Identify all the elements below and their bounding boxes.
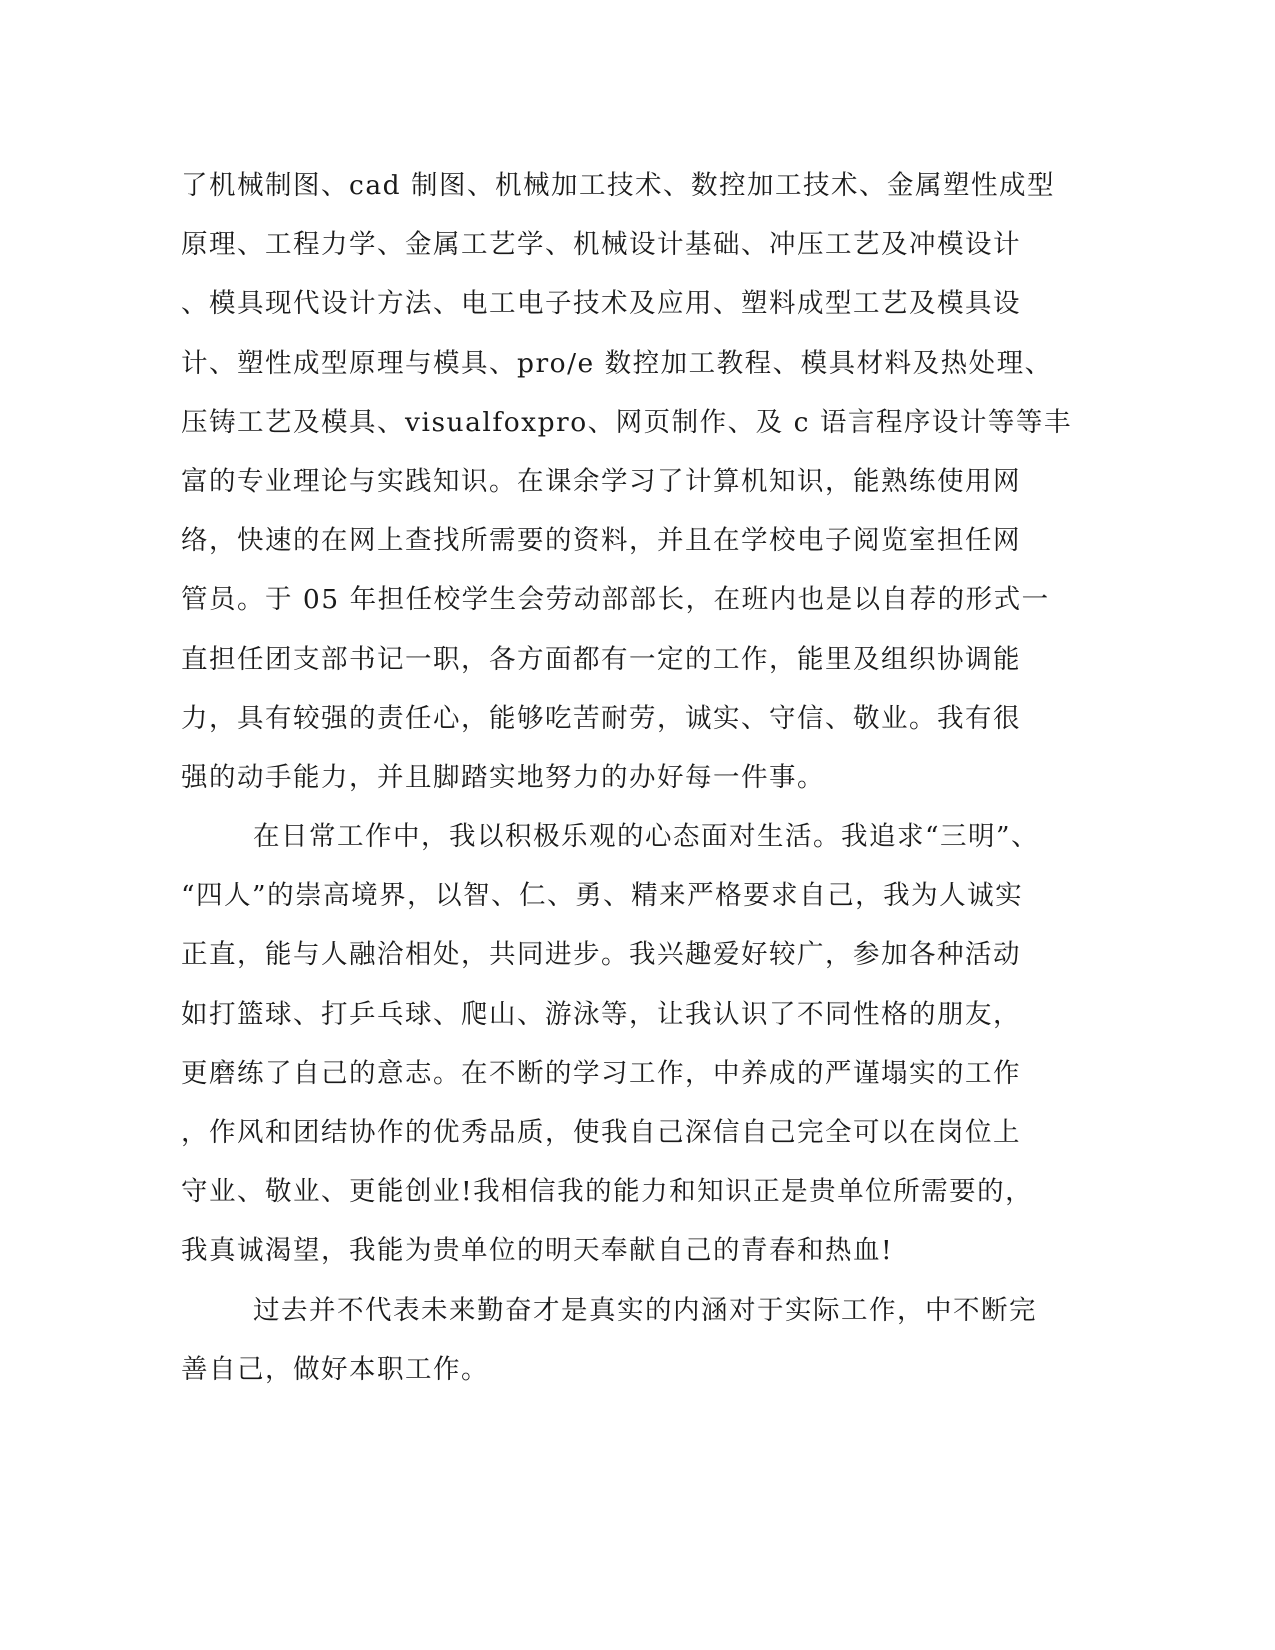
text-line: 强的动手能力，并且脚踏实地努力的办好每一件事。 (181, 761, 825, 793)
paragraph-2 (181, 807, 1061, 1281)
paragraph-3 (181, 1281, 1061, 1399)
text-line: 了机械制图、cad 制图、机械加工技术、数控加工技术、金属塑性成型 (181, 170, 1056, 201)
text-line: 善自己，做好本职工作。 (181, 1353, 489, 1385)
text-line: 守业、敬业、更能创业!我相信我的能力和知识正是贵单位所需要的， (181, 1176, 1034, 1208)
text-line: 直担任团支部书记一职，各方面都有一定的工作，能里及组织协调能 (181, 643, 1021, 675)
text-line: 络，快速的在网上查找所需要的资料，并且在学校电子阅览室担任网 (181, 525, 1021, 557)
text-line: 原理、工程力学、金属工艺学、机械设计基础、冲压工艺及冲模设计 (181, 229, 1021, 261)
text-line: ，作风和团结协作的优秀品质，使我自己深信自己完全可以在岗位上 (181, 1117, 1021, 1148)
document-body (181, 156, 1072, 1399)
text-line: 管员。于 05 年担任校学生会劳动部部长，在班内也是以自荐的形式一 (181, 584, 1050, 616)
text-line: 更磨练了自己的意志。在不断的学习工作，中养成的严谨塌实的工作 (181, 1057, 1021, 1089)
text-line: 过去并不代表未来勤奋才是真实的内涵对于实际工作，中不断完 (253, 1294, 1037, 1326)
text-line: 正直，能与人融洽相处，共同进步。我兴趣爱好较广，参加各种活动 (181, 939, 1021, 971)
text-line: 我真诚渴望，我能为贵单位的明天奉献自己的青春和热血! (181, 1235, 894, 1267)
text-line: “四人”的崇高境界，以智、仁、勇、精来严格要求自己，我为人诚实 (181, 880, 1024, 912)
text-line: 、模具现代设计方法、电工电子技术及应用、塑料成型工艺及模具设 (181, 288, 1021, 320)
text-line: 富的专业理论与实践知识。在课余学习了计算机知识，能熟练使用网 (181, 465, 1021, 497)
text-line: 力，具有较强的责任心，能够吃苦耐劳，诚实、守信、敬业。我有很 (181, 702, 1021, 734)
text-line: 如打篮球、打乒乓球、爬山、游泳等，让我认识了不同性格的朋友， (181, 998, 1021, 1030)
text-line: 压铸工艺及模具、visualfoxpro、网页制作、及 c 语言程序设计等等丰 (181, 406, 1072, 438)
paragraph-1 (181, 156, 1072, 807)
text-line: 在日常工作中，我以积极乐观的心态面对生活。我追求“三明”、 (253, 821, 1040, 853)
text-line: 计、塑性成型原理与模具、pro/e 数控加工教程、模具材料及热处理、 (181, 347, 1053, 379)
